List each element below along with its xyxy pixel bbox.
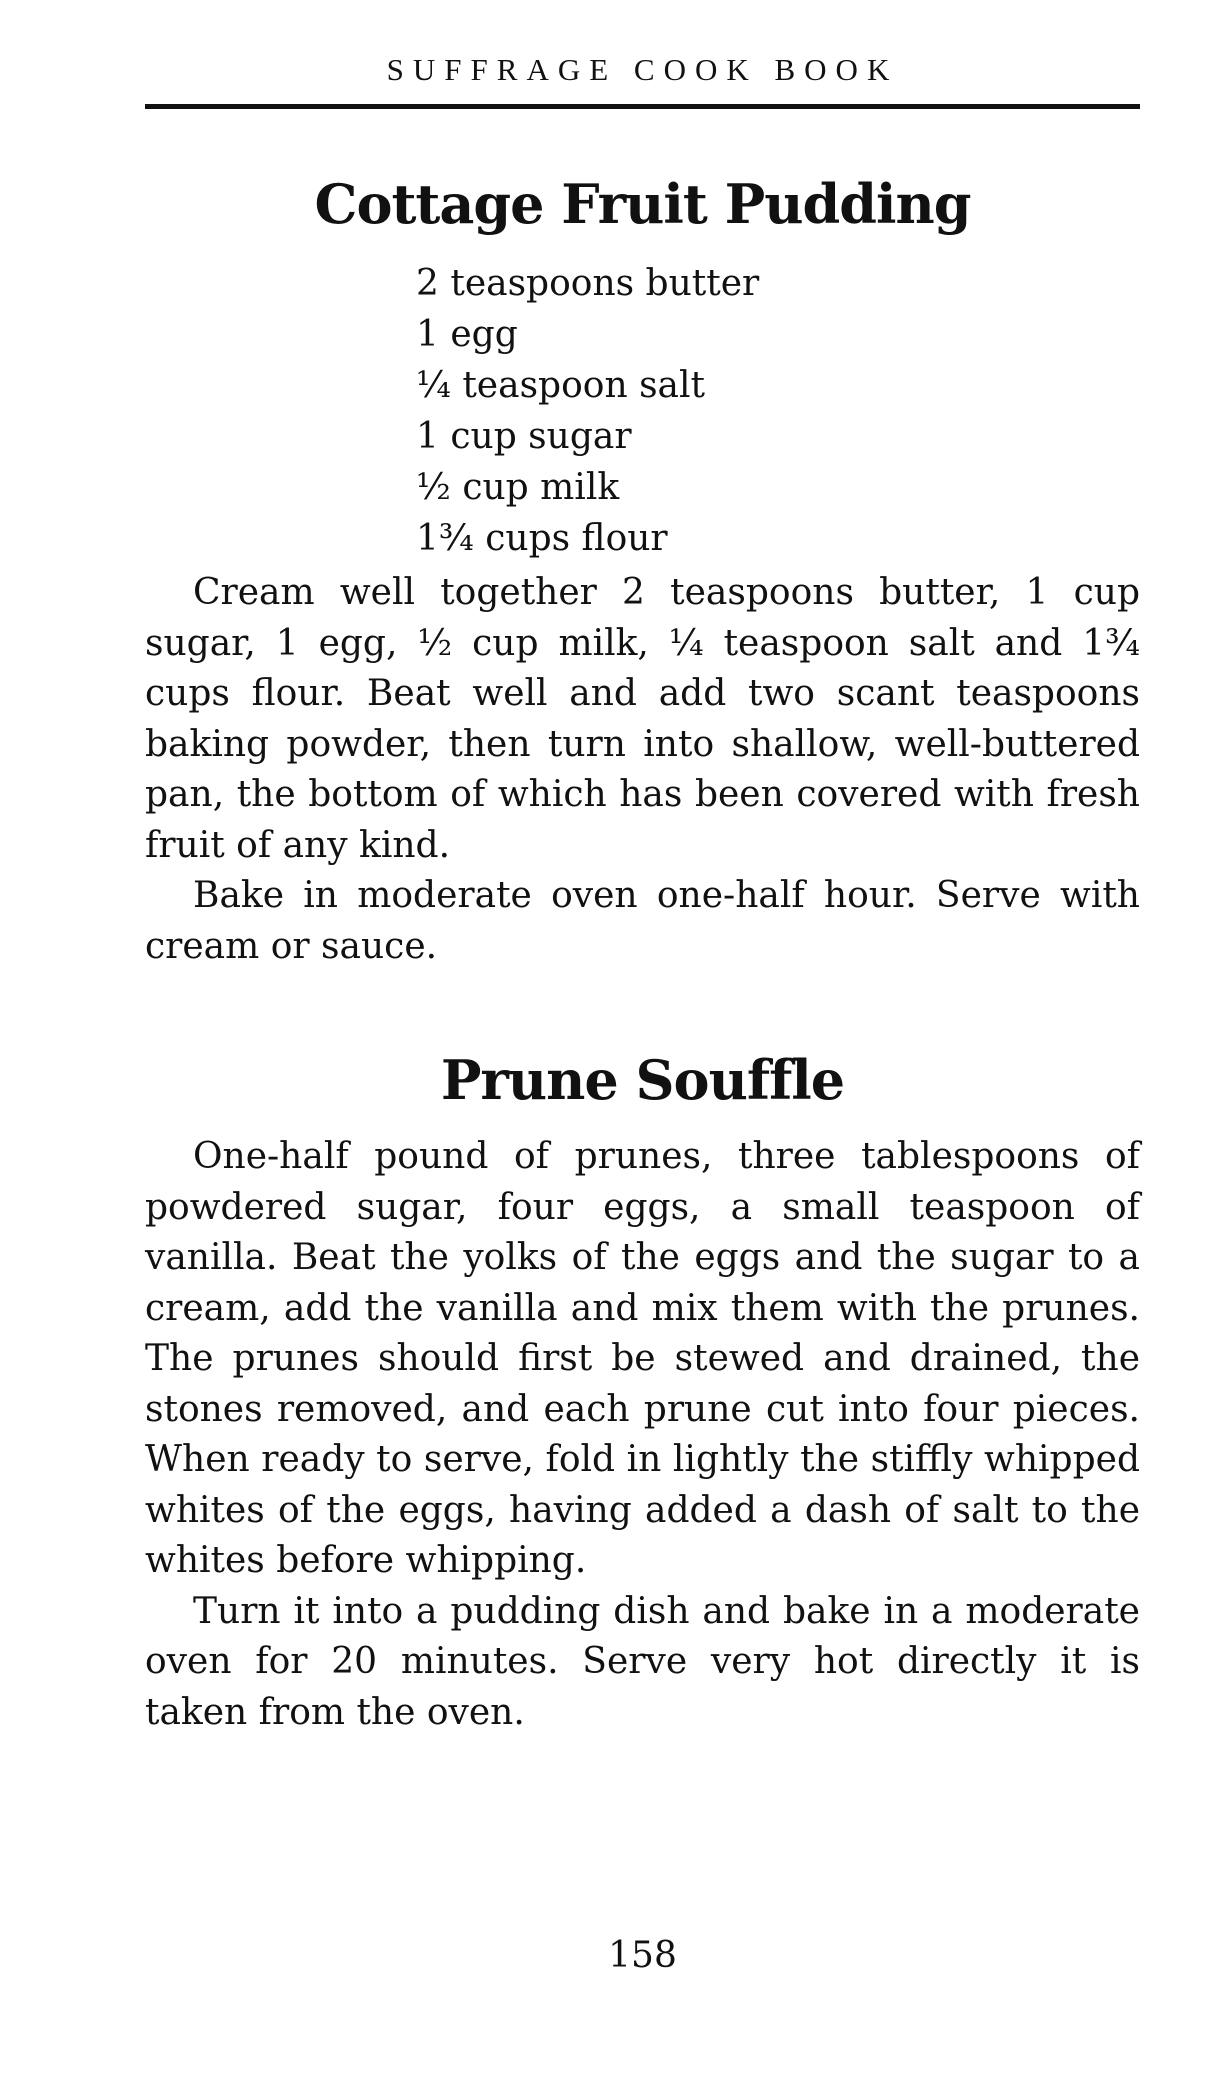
running-head: SUFFRAGE COOK BOOK (386, 52, 899, 87)
recipe-title-prune-souffle: Prune Souffle (440, 1048, 845, 1112)
recipe-body-prune-souffle (145, 1132, 1140, 1738)
ingredient-item: 1¾ cups flour (416, 518, 668, 559)
ingredient-item: 2 teaspoons butter (416, 263, 760, 304)
page-number: 158 (608, 1935, 677, 1976)
paragraph: Turn it into a pudding dish and bake in a moderate oven for 20 minutes. Serve very hot directly it is taken from the oven. (145, 1590, 1140, 1733)
ingredient-item: ½ cup milk (416, 467, 620, 508)
recipe-body-cottage-fruit-pudding (145, 568, 1140, 972)
ingredient-item: 1 cup sugar (416, 416, 632, 457)
recipe-title-cottage-fruit-pudding: Cottage Fruit Pudding (314, 172, 971, 236)
ingredient-item: ¼ teaspoon salt (416, 365, 705, 406)
ingredient-list (416, 258, 759, 564)
header-rule (145, 104, 1140, 109)
paragraph: One-half pound of prunes, three tablespoons of powdered sugar, four eggs, a small teaspoon of vanilla. Beat the yolks of the eggs and the sugar to a cream, add the vanilla and mix them with the prunes. The prunes should first be stewed and drained, the stones removed, and each prune cut into four pieces. When ready to serve, fold in lightly the stiffly whipped whites of the eggs, having added a dash of salt to the whites before whipping. (145, 1136, 1140, 1581)
paragraph: Cream well together 2 teaspoons butter, 1 cup sugar, 1 egg, ½ cup milk, ¼ teaspoon salt and 1¾ cups flour. Beat well and add two scant teaspoons baking powder, then turn into shallow, well-buttered pan, the bottom of which has been covered with fresh fruit of any kind. (145, 572, 1140, 866)
paragraph: Bake in moderate oven one-half hour. Serve with cream or sauce. (145, 875, 1140, 967)
ingredient-item: 1 egg (416, 314, 518, 355)
